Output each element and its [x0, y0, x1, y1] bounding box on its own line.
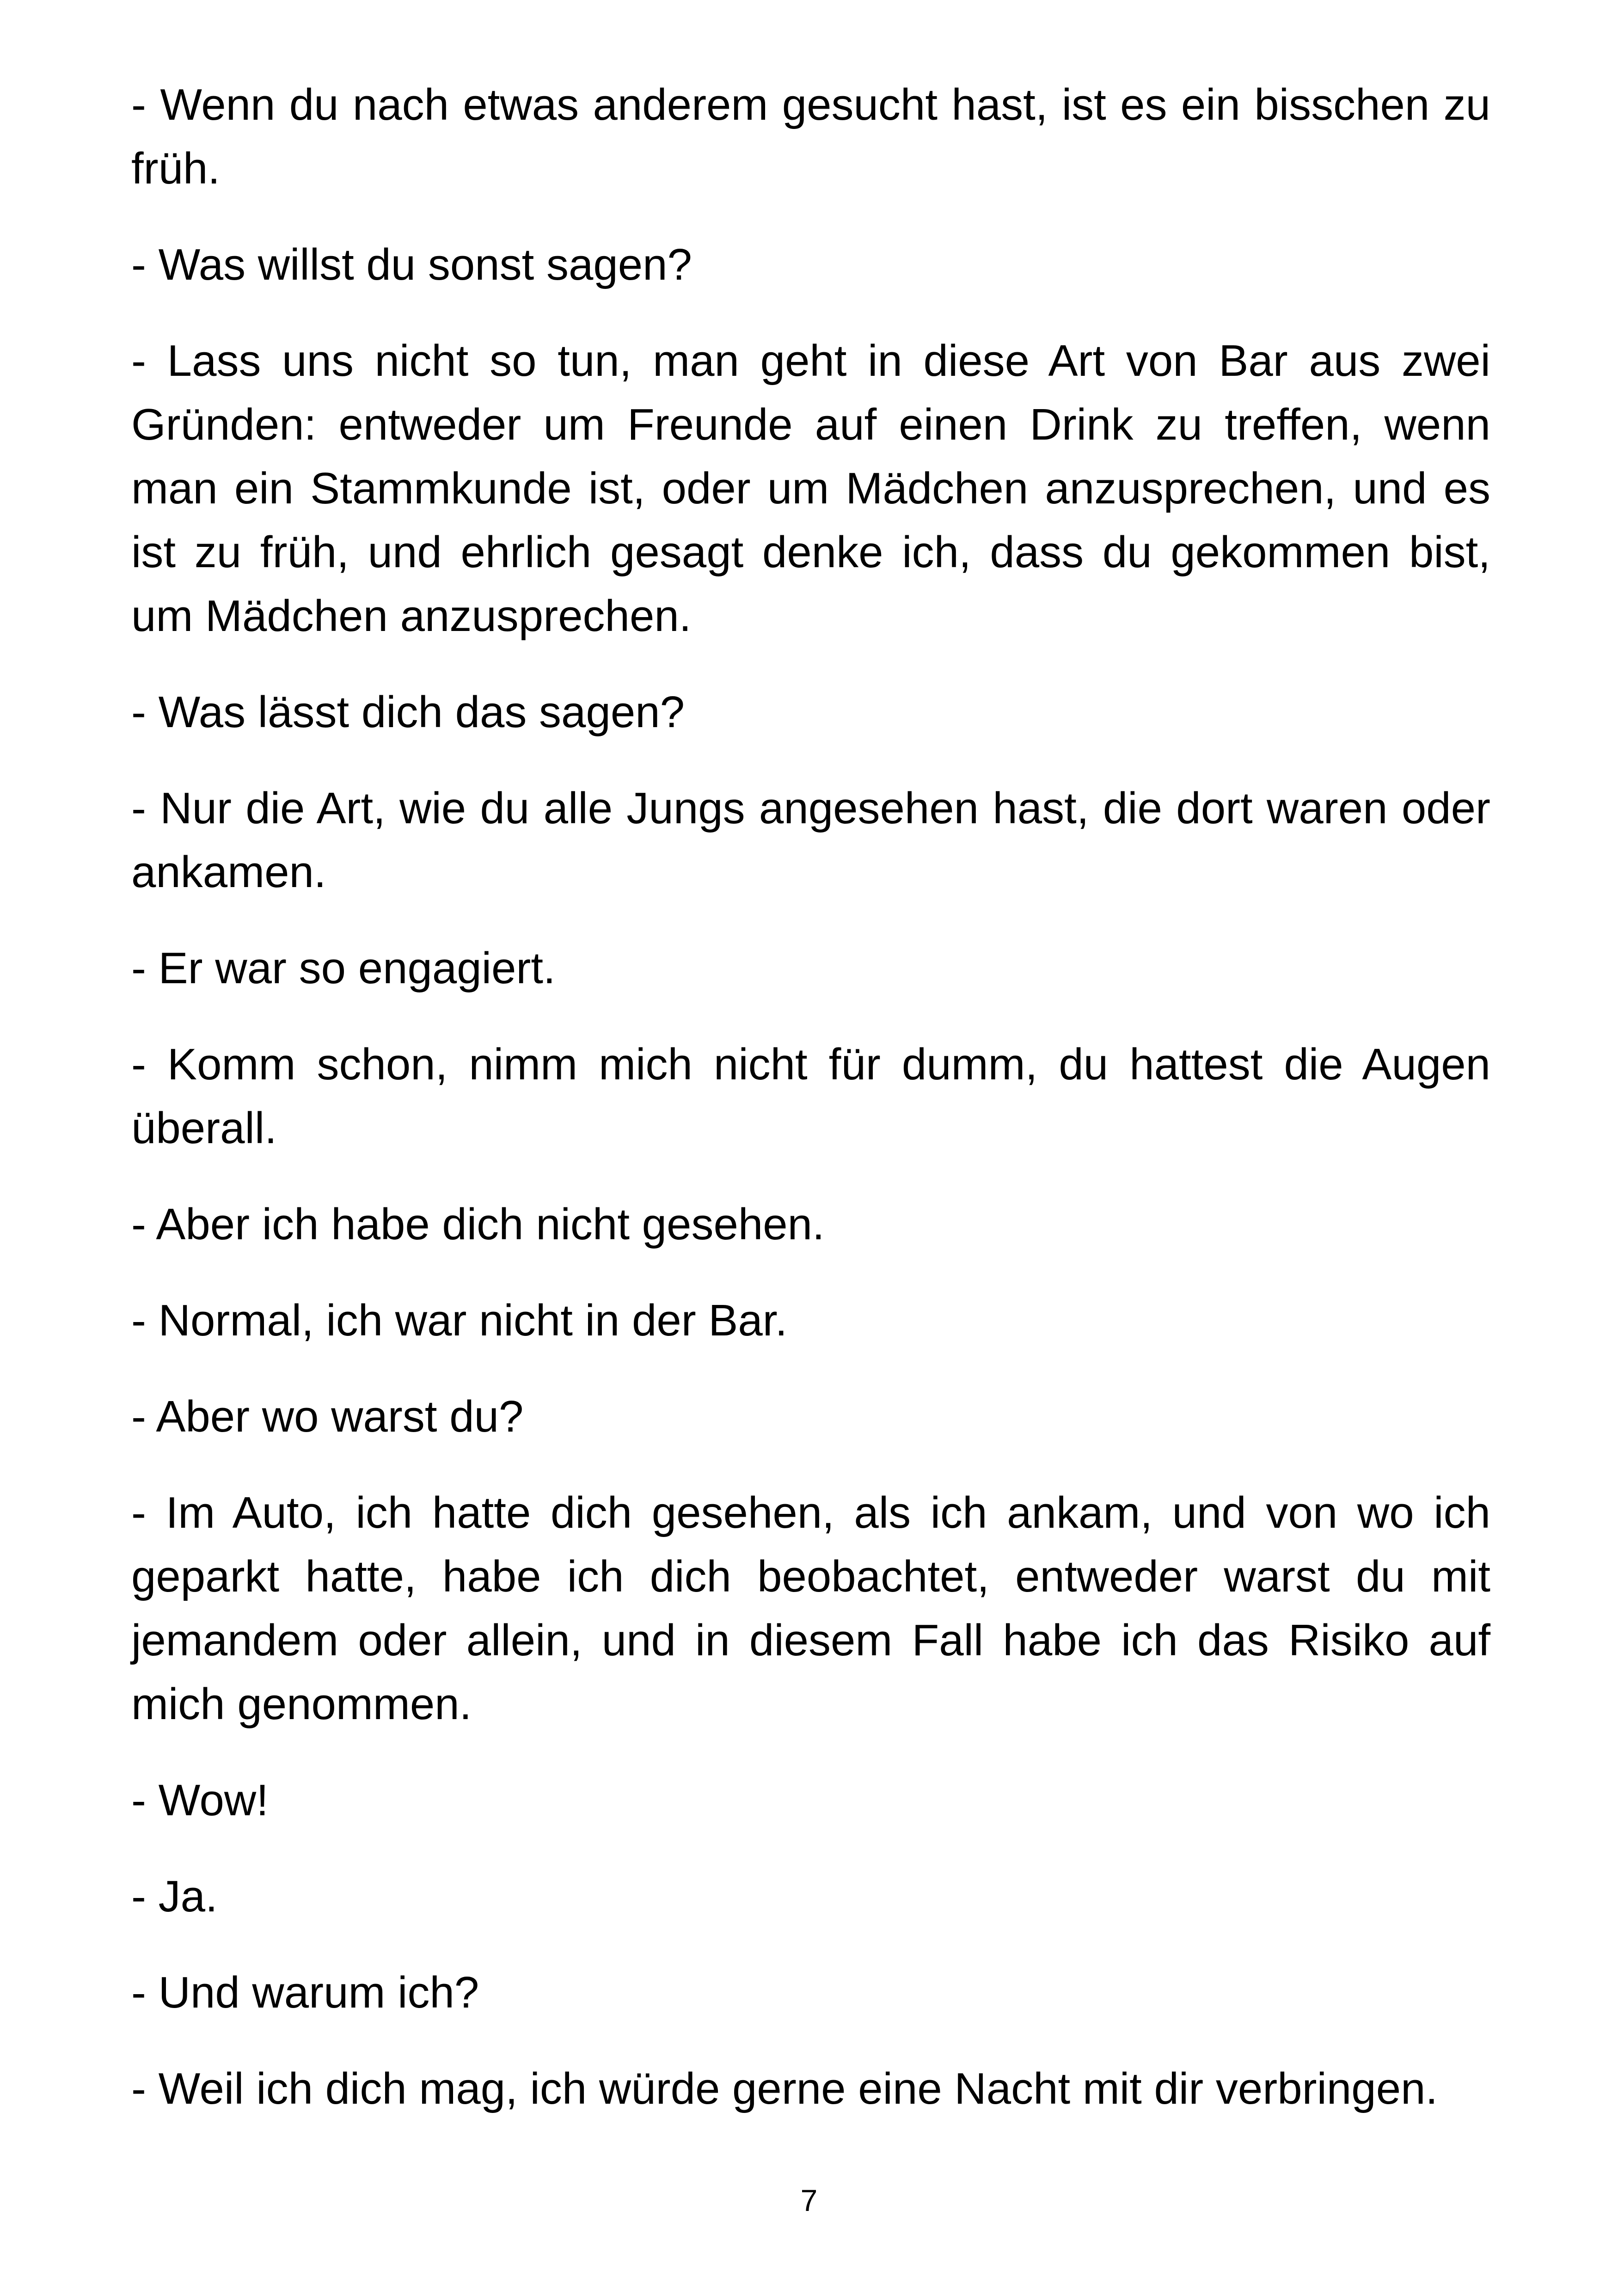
paragraph-1: - Wenn du nach etwas anderem gesucht hast, ist es ein bisschen zu früh.	[131, 80, 1490, 193]
paragraph-9: - Normal, ich war nicht in der Bar.	[131, 1296, 788, 1345]
paragraph-7: - Komm schon, nimm mich nicht für dumm, du hattest die Augen überall.	[131, 1040, 1490, 1153]
paragraph-5: - Nur die Art, wie du alle Jungs angesehen hast, die dort waren oder ankamen.	[131, 784, 1490, 897]
paragraph-4: - Was lässt dich das sagen?	[131, 687, 685, 737]
paragraph-12: - Wow!	[131, 1776, 269, 1825]
paragraph-14: - Und warum ich?	[131, 1968, 479, 2017]
paragraph-8: - Aber ich habe dich nicht gesehen.	[131, 1200, 825, 1249]
paragraph-13: - Ja.	[131, 1872, 218, 1921]
paragraph-10: - Aber wo warst du?	[131, 1392, 524, 1441]
paragraph-15: - Weil ich dich mag, ich würde gerne eine Nacht mit dir verbringen.	[131, 2064, 1438, 2113]
paragraph-6: - Er war so engagiert.	[131, 943, 556, 993]
text-column	[131, 73, 1490, 2153]
paragraph-2: - Was willst du sonst sagen?	[131, 240, 692, 289]
page-number: 7	[800, 2183, 818, 2217]
paragraph-3: - Lass uns nicht so tun, man geht in diese Art von Bar aus zwei Gründen: entweder um Freunde auf einen Drink zu treffen, wenn man ein Stammkunde ist, oder um Mädchen anzusprechen, und es ist zu früh, und ehrlich gesagt denke ich, dass du gekommen bist, um Mädchen anzusprechen.	[131, 336, 1490, 641]
paragraph-11: - Im Auto, ich hatte dich gesehen, als ich ankam, und von wo ich geparkt hatte, habe ich dich beobachtet, entweder warst du mit jemandem oder allein, und in diesem Fall habe ich das Risiko auf mich genommen.	[131, 1488, 1490, 1729]
